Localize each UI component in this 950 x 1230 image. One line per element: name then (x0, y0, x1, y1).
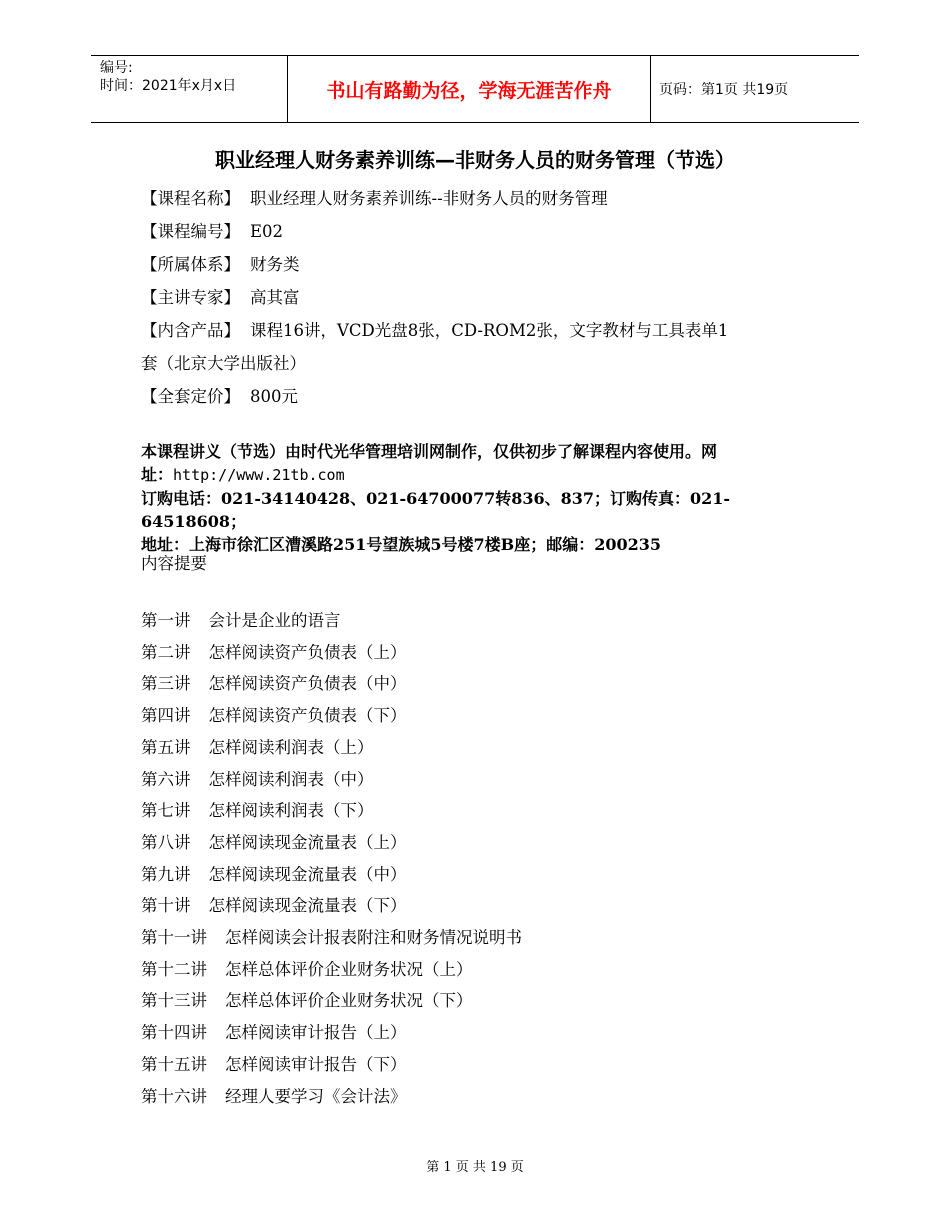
notice-line-4: 地址：上海市徐汇区漕溪路251号望族城5号楼7楼B座；邮编：200235 (141, 535, 661, 554)
course-price-row (141, 380, 821, 413)
course-info (141, 182, 821, 413)
lecture-number: 第二讲 (141, 642, 191, 662)
lecture-number: 第八讲 (141, 832, 191, 852)
lecture-title: 怎样阅读利润表（中） (208, 769, 374, 789)
course-products-row (141, 314, 821, 347)
course-products-continued (141, 347, 821, 380)
course-category-row (141, 248, 821, 281)
lecture-item (141, 732, 522, 764)
header-page-info: 页码：第1页 共19页 (659, 82, 789, 98)
course-products-key: 【内含产品】 (141, 321, 240, 340)
lecture-title: 会计是企业的语言 (208, 611, 341, 630)
course-category-value: 财务类 (250, 255, 300, 274)
lecture-number: 第九讲 (141, 864, 191, 884)
lecture-number: 第十讲 (141, 896, 191, 916)
lecture-item (141, 637, 522, 669)
lecture-number: 第六讲 (141, 769, 191, 789)
notice-line-2 (141, 463, 821, 487)
notice-line-3: 订购电话：021-34140428、021-64700077转836、837；订购传真：021-64518608； (141, 489, 731, 531)
notice-line-1: 本课程讲义（节选）由时代光华管理培训网制作，仅供初步了解课程内容使用。网 (141, 442, 718, 461)
lecture-title: 怎样阅读现金流量表（下） (208, 896, 407, 916)
lecture-title: 怎样阅读现金流量表（中） (208, 864, 407, 884)
lecture-item (141, 890, 522, 922)
lecture-title: 怎样阅读资产负债表（中） (208, 674, 407, 694)
lecture-item (141, 668, 522, 700)
lecture-title: 怎样阅读现金流量表（上） (208, 832, 407, 852)
lecture-title: 怎样总体评价企业财务状况（上） (225, 959, 473, 979)
course-code-key: 【课程编号】 (141, 222, 240, 241)
lecture-number: 第十四讲 (141, 1023, 207, 1043)
lecture-item (141, 1049, 522, 1081)
lecture-title: 经理人要学习《会计法》 (225, 1086, 407, 1106)
lecture-number: 第三讲 (141, 674, 191, 694)
lecture-number: 第十三讲 (141, 991, 207, 1011)
lecture-number: 第十二讲 (141, 959, 207, 979)
course-name-row (141, 182, 821, 215)
course-lecturer-value: 高其富 (250, 288, 300, 307)
course-category-key: 【所属体系】 (141, 255, 240, 274)
document-title: 职业经理人财务素养训练—非财务人员的财务管理（节选） (215, 148, 735, 172)
lecture-title: 怎样阅读会计报表附注和财务情况说明书 (225, 928, 522, 948)
page-header (91, 55, 859, 123)
lecture-item (141, 795, 522, 827)
lecture-title: 怎样阅读资产负债表（下） (208, 706, 407, 726)
lecture-number: 第七讲 (141, 801, 191, 821)
course-products-value-2: 套（北京大学出版社） (141, 354, 306, 373)
lecture-item (141, 922, 522, 954)
lecture-number: 第一讲 (141, 611, 191, 630)
lecture-item (141, 700, 522, 732)
lecture-item (141, 985, 522, 1017)
notice-url-label: 址： (141, 465, 174, 484)
lecture-list (141, 605, 522, 1112)
lecture-title: 怎样阅读审计报告（上） (225, 1023, 407, 1043)
lecture-item (141, 954, 522, 986)
page-footer: 第 1 页 共 19 页 (426, 1160, 524, 1175)
lecture-title: 怎样阅读利润表（上） (208, 737, 374, 757)
lecture-item (141, 827, 522, 859)
header-meta (100, 59, 236, 95)
lecture-title: 怎样阅读利润表（下） (208, 801, 374, 821)
lecture-item (141, 1081, 522, 1113)
lecture-title: 怎样总体评价企业财务状况（下） (225, 991, 473, 1011)
lecture-item (141, 1017, 522, 1049)
lecture-number: 第十一讲 (141, 928, 207, 948)
course-name-value: 职业经理人财务素养训练--非财务人员的财务管理 (250, 189, 608, 208)
course-notice (141, 440, 821, 556)
header-motto: 书山有路勤为径，学海无涯苦作舟 (287, 56, 651, 122)
summary-heading: 内容提要 (141, 554, 207, 573)
course-price-key: 【全套定价】 (141, 387, 240, 406)
lecture-title: 怎样阅读审计报告（下） (225, 1054, 407, 1074)
course-code-value: E02 (250, 222, 284, 241)
lecture-item (141, 859, 522, 891)
lecture-number: 第五讲 (141, 737, 191, 757)
lecture-number: 第十五讲 (141, 1054, 207, 1074)
notice-url-link[interactable]: http://www.21tb.com (173, 466, 345, 484)
lecture-item (141, 764, 522, 796)
course-price-value: 800元 (250, 387, 298, 406)
course-name-key: 【课程名称】 (141, 189, 240, 208)
course-products-value: 课程16讲，VCD光盘8张，CD-ROM2张，文字教材与工具表单1 (250, 321, 729, 340)
lecture-number: 第十六讲 (141, 1086, 207, 1106)
course-lecturer-key: 【主讲专家】 (141, 288, 240, 307)
time-label: 时间：2021年x月x日 (100, 78, 237, 94)
course-code-row (141, 215, 821, 248)
course-lecturer-row (141, 281, 821, 314)
lecture-title: 怎样阅读资产负债表（上） (208, 642, 407, 662)
lecture-item (141, 605, 522, 637)
number-label: 编号: (100, 60, 133, 76)
lecture-number: 第四讲 (141, 706, 191, 726)
